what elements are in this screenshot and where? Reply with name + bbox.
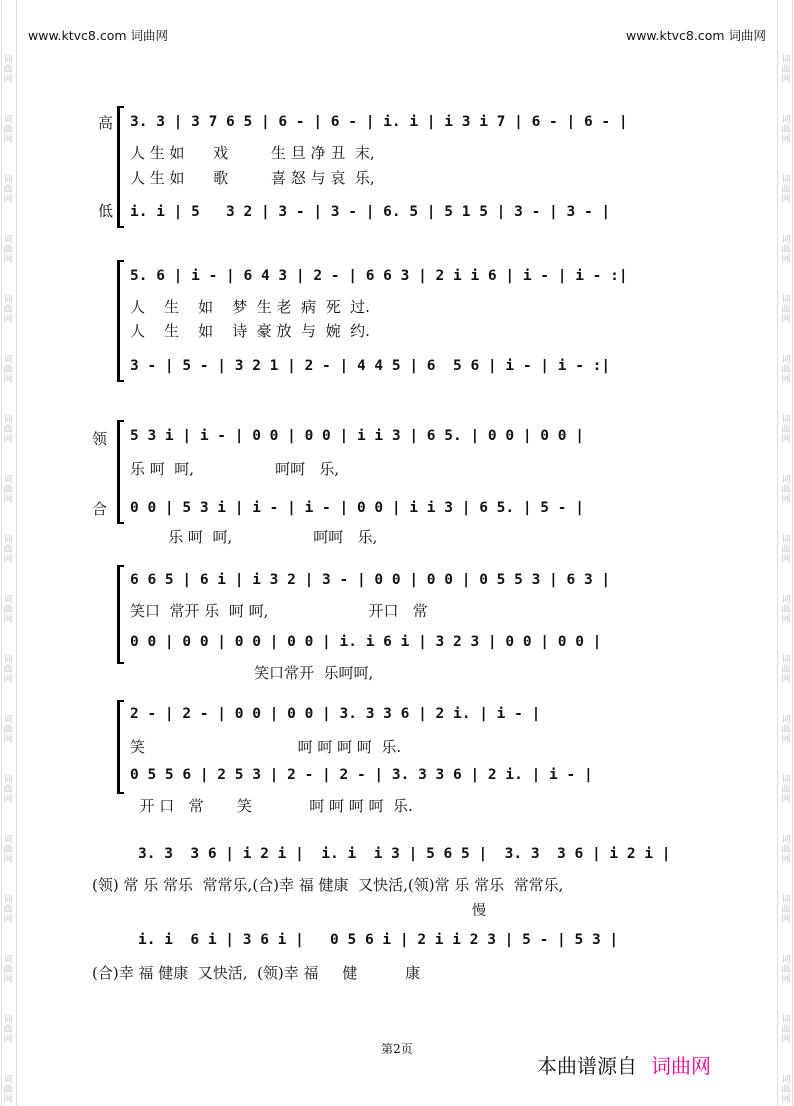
lyric-line: 笑 呵 呵 呵 呵 乐. xyxy=(130,738,402,756)
lyric-line: 人 生 如 戏 生 旦 净 丑 末, xyxy=(130,144,375,162)
watermark-text: 词 曲 网 xyxy=(3,715,13,745)
watermark-text: 词 曲 网 xyxy=(781,715,791,745)
page-number: 第2页 xyxy=(381,1042,413,1056)
score-line-lead-4: 6 6 5 | 6 i | i 3 2 | 3 - | 0 0 | 0 0 | 0 5 5 3 | 6 3 | xyxy=(130,572,611,588)
score-line-solo-2: i. i 6 i | 3 6 i | 0 5 6 i | 2 i i 2 3 | 5 - | 5 3 | xyxy=(138,932,619,948)
watermark-text: 词 曲 网 xyxy=(781,295,791,325)
source-brand[interactable]: 词曲网 xyxy=(651,1054,711,1078)
watermark-text: 词 曲 网 xyxy=(3,235,13,265)
lyric-line: 乐 呵 呵, 呵呵 乐, xyxy=(130,460,340,478)
watermark-text: 词 曲 网 xyxy=(781,355,791,385)
watermark-text: 词 曲 网 xyxy=(781,775,791,805)
watermark-text: 词 曲 网 xyxy=(3,1015,13,1045)
watermark-text: 词 曲 网 xyxy=(781,55,791,85)
score-line-low-1: i. i | 5 3 2 | 3 - | 3 - | 6. 5 | 5 1 5 | 3 - | 3 - | xyxy=(130,204,611,220)
watermark-text: 词 曲 网 xyxy=(3,955,13,985)
watermark-text: 词 曲 网 xyxy=(3,655,13,685)
source-credit xyxy=(537,1050,711,1079)
watermark-text: 词 曲 网 xyxy=(781,475,791,505)
watermark-text: 词 曲 网 xyxy=(781,595,791,625)
lyric-line: 开 口 常 笑 呵 呵 呵 呵 乐. xyxy=(130,797,413,815)
lyric-line: 乐 呵 呵, 呵呵 乐, xyxy=(130,528,378,546)
watermark-text: 词 曲 网 xyxy=(3,475,13,505)
watermark-text: 词 曲 网 xyxy=(3,595,13,625)
score-line-solo-1: 3. 3 3 6 | i 2 i | i. i i 3 | 5 6 5 | 3. 3 3 6 | i 2 i | xyxy=(138,846,671,862)
watermark-text: 词 曲 网 xyxy=(3,295,13,325)
header-right-site[interactable]: www.ktvc8.com 词曲网 xyxy=(625,28,766,43)
watermark-text: 词 曲 网 xyxy=(3,895,13,925)
watermark-text: 词 曲 网 xyxy=(781,235,791,265)
watermark-text: 词 曲 网 xyxy=(3,535,13,565)
watermark-text: 词 曲 网 xyxy=(3,415,13,445)
score-line-high-1: 3. 3 | 3 7 6 5 | 6 - | 6 - | i. i | i 3 i 7 | 6 - | 6 - | xyxy=(130,114,628,130)
score-line-chorus-5: 0 5 5 6 | 2 5 3 | 2 - | 2 - | 3. 3 3 6 | 2 i. | i - | xyxy=(130,767,593,783)
system-brace xyxy=(117,420,124,524)
watermark-text: 词 曲 网 xyxy=(781,1015,791,1045)
watermark-text: 词 曲 网 xyxy=(781,115,791,145)
watermark-text: 词 曲 网 xyxy=(781,955,791,985)
watermark-text: 词 曲 网 xyxy=(781,415,791,445)
watermark-text: 词 曲 网 xyxy=(3,175,13,205)
score-line-chorus-3: 0 0 | 5 3 i | i - | i - | 0 0 | i i 3 | 6 5. | 5 - | xyxy=(130,500,584,516)
watermark-text: 词 曲 网 xyxy=(781,835,791,865)
lyric-line: 笑口 常开 乐 呵 呵, 开口 常 xyxy=(130,602,428,620)
watermark-text: 词 曲 网 xyxy=(3,55,13,85)
lyric-line: (领) 常 乐 常乐 常常乐,(合)幸 福 健康 又快活,(领)常 乐 常乐 常常乐, xyxy=(92,876,564,894)
score-line-lead-5: 2 - | 2 - | 0 0 | 0 0 | 3. 3 3 6 | 2 i. | i - | xyxy=(130,706,541,722)
watermark-text: 词 曲 网 xyxy=(3,1075,13,1105)
score-line-high-2: 5. 6 | i - | 6 4 3 | 2 - | 6 6 3 | 2 i i 6 | i - | i - :| xyxy=(130,268,628,284)
watermark-text: 词 曲 网 xyxy=(3,775,13,805)
watermark-text: 词 曲 网 xyxy=(3,115,13,145)
watermark-text: 词 曲 网 xyxy=(781,535,791,565)
header-left-site[interactable]: www.ktvc8.com 词曲网 xyxy=(28,28,169,43)
lyric-line: 笑口常开 乐呵呵, xyxy=(130,664,374,682)
watermark-text: 词 曲 网 xyxy=(3,835,13,865)
lyric-line: 人 生 如 歌 喜 怒 与 哀 乐, xyxy=(130,169,375,187)
system-brace xyxy=(117,260,124,382)
voice-label-high: 高 xyxy=(98,114,114,132)
system-brace xyxy=(117,106,124,228)
system-brace xyxy=(117,700,124,794)
source-text: 本曲谱源自 xyxy=(537,1054,637,1078)
lyric-line: 人 生 如 梦 生 老 病 死 过. xyxy=(130,298,370,316)
score-line-lead-3: 5 3 i | i - | 0 0 | 0 0 | i i 3 | 6 5. | 0 0 | 0 0 | xyxy=(130,428,584,444)
voice-label-chorus: 合 xyxy=(92,500,108,518)
score-line-low-2: 3 - | 5 - | 3 2 1 | 2 - | 4 4 5 | 6 5 6 | i - | i - :| xyxy=(130,358,611,374)
voice-label-lead: 领 xyxy=(92,430,108,448)
watermark-text: 词 曲 网 xyxy=(781,655,791,685)
lyric-line: (合)幸 福 健康 又快活, (领)幸 福 健 康 xyxy=(92,964,421,982)
tempo-mark: 慢 xyxy=(472,903,486,919)
voice-label-low: 低 xyxy=(98,202,114,220)
lyric-line: 人 生 如 诗 豪 放 与 婉 约. xyxy=(130,322,370,340)
watermark-text: 词 曲 网 xyxy=(781,1075,791,1105)
watermark-text: 词 曲 网 xyxy=(781,175,791,205)
watermark-text: 词 曲 网 xyxy=(3,355,13,385)
system-brace xyxy=(117,565,124,664)
watermark-text: 词 曲 网 xyxy=(781,895,791,925)
score-line-chorus-4: 0 0 | 0 0 | 0 0 | 0 0 | i. i 6 i | 3 2 3 | 0 0 | 0 0 | xyxy=(130,634,602,650)
